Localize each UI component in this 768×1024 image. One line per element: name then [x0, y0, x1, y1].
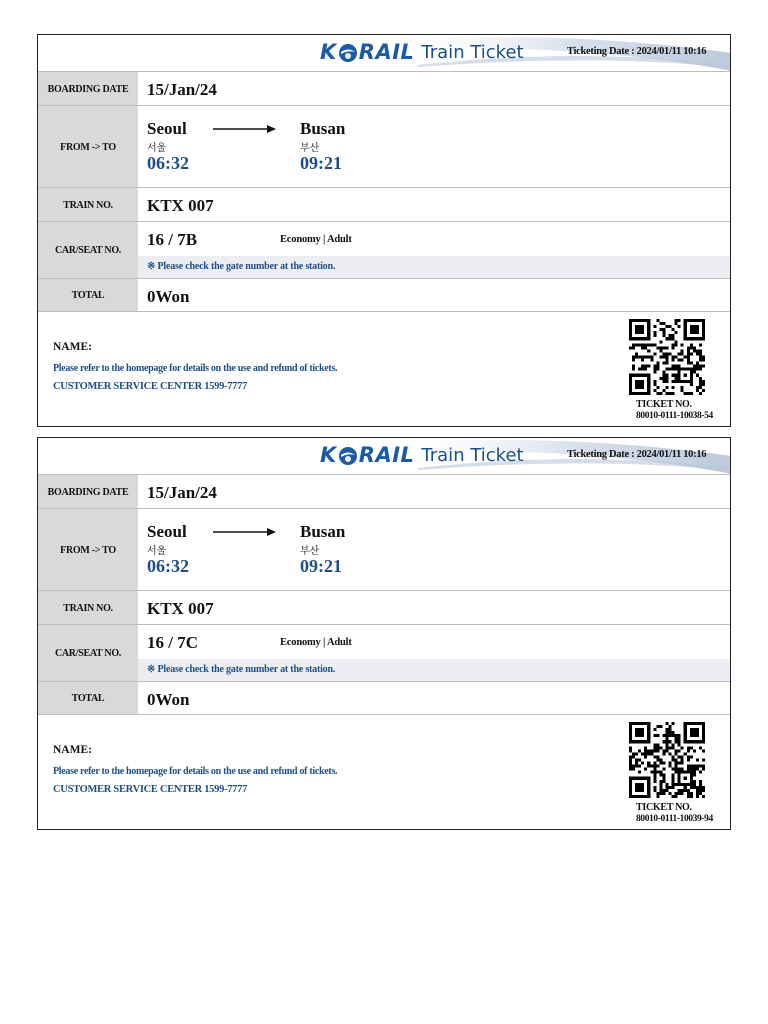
arrival-time: 09:21	[300, 556, 342, 576]
refund-info: Please refer to the homepage for details on the use and refund of tickets.	[53, 363, 338, 374]
ticket-footer	[38, 311, 730, 427]
route-row	[38, 105, 730, 188]
car-seat-label: CAR/SEAT NO.	[38, 625, 138, 682]
origin-city-korean: 서울	[147, 143, 167, 154]
arrow-right-icon	[213, 527, 277, 537]
ticket-no-value: 80010-0111-10038-54	[636, 411, 713, 421]
from-to-label: FROM -> TO	[38, 509, 138, 591]
car-seat-row	[38, 221, 730, 279]
car-seat-value: 16 / 7B	[147, 230, 198, 249]
customer-service: CUSTOMER SERVICE CENTER 1599-7777	[53, 784, 248, 795]
customer-service: CUSTOMER SERVICE CENTER 1599-7777	[53, 381, 248, 392]
boarding-date-label: BOARDING DATE	[38, 72, 138, 106]
passenger-name-label: NAME:	[53, 341, 92, 353]
fare-class: Economy | Adult	[280, 234, 352, 245]
ticket-title: Train Ticket	[421, 444, 524, 466]
ticketing-date: Ticketing Date : 2024/01/11 10:16	[567, 449, 707, 460]
korail-logo-icon: K RAIL	[320, 443, 415, 467]
ticket-no-value: 80010-0111-10039-94	[636, 814, 713, 824]
train-no-value: KTX 007	[147, 196, 214, 215]
car-seat-label: CAR/SEAT NO.	[38, 222, 138, 279]
ticket-header	[38, 35, 730, 71]
origin-city: Seoul	[147, 522, 187, 541]
from-to-label: FROM -> TO	[38, 106, 138, 188]
gate-notice: ※ Please check the gate number at the station.	[147, 664, 336, 675]
boarding-date-label: BOARDING DATE	[38, 475, 138, 509]
korail-logo-icon: K RAIL	[320, 40, 415, 64]
arrow-right-icon	[213, 124, 277, 134]
destination-city-korean: 부산	[300, 546, 320, 557]
gate-notice-bar	[138, 256, 730, 279]
ticket-no-label: TICKET NO.	[636, 399, 692, 410]
refund-info: Please refer to the homepage for details on the use and refund of tickets.	[53, 766, 338, 777]
ticket-title: Train Ticket	[421, 41, 524, 63]
boarding-date-value: 15/Jan/24	[147, 483, 217, 502]
gate-notice-bar	[138, 659, 730, 682]
total-row	[38, 278, 730, 312]
car-seat-value: 16 / 7C	[147, 633, 198, 652]
destination-city: Busan	[300, 119, 346, 138]
qr-code-icon	[629, 319, 705, 395]
ticket-no-label: TICKET NO.	[636, 802, 692, 813]
train-number-row	[38, 187, 730, 222]
total-value: 0Won	[147, 690, 190, 709]
route-row	[38, 508, 730, 591]
car-seat-row	[38, 624, 730, 682]
fare-class: Economy | Adult	[280, 637, 352, 648]
departure-time: 06:32	[147, 556, 189, 576]
train-no-label: TRAIN NO.	[38, 591, 138, 625]
total-label: TOTAL	[38, 279, 138, 312]
ticket-header	[38, 438, 730, 474]
train-number-row	[38, 590, 730, 625]
destination-city-korean: 부산	[300, 143, 320, 154]
qr-code-icon	[629, 722, 705, 798]
boarding-date-row	[38, 474, 730, 509]
destination-city: Busan	[300, 522, 346, 541]
train-ticket	[37, 437, 731, 830]
gate-notice: ※ Please check the gate number at the station.	[147, 261, 336, 272]
origin-city-korean: 서울	[147, 546, 167, 557]
boarding-date-value: 15/Jan/24	[147, 80, 217, 99]
boarding-date-row	[38, 71, 730, 106]
departure-time: 06:32	[147, 153, 189, 173]
total-label: TOTAL	[38, 682, 138, 715]
arrival-time: 09:21	[300, 153, 342, 173]
total-value: 0Won	[147, 287, 190, 306]
train-ticket	[37, 34, 731, 427]
passenger-name-label: NAME:	[53, 744, 92, 756]
korail-logo	[320, 441, 524, 469]
korail-logo	[320, 38, 524, 66]
origin-city: Seoul	[147, 119, 187, 138]
train-no-label: TRAIN NO.	[38, 188, 138, 222]
train-no-value: KTX 007	[147, 599, 214, 618]
total-row	[38, 681, 730, 715]
ticket-footer	[38, 714, 730, 830]
ticketing-date: Ticketing Date : 2024/01/11 10:16	[567, 46, 707, 57]
